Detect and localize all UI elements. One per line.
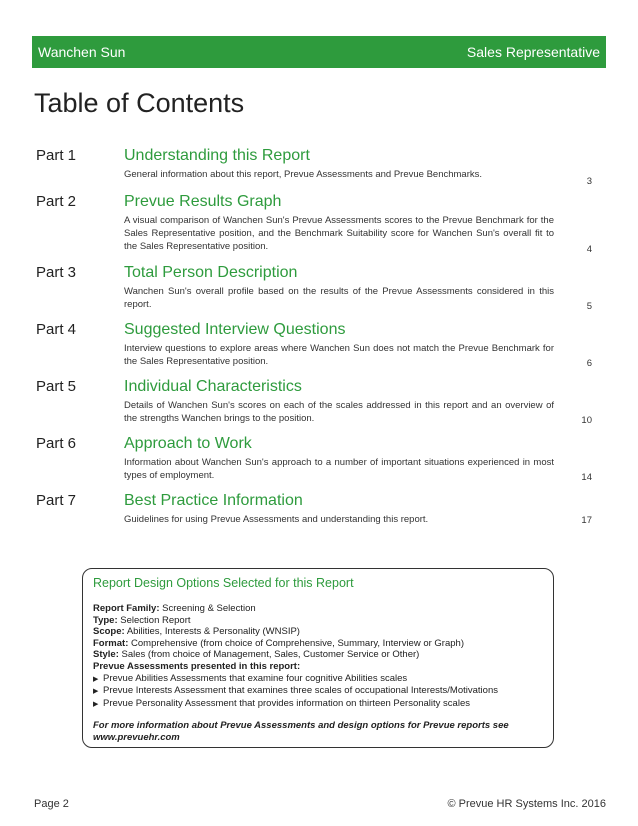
- page-footer: [34, 798, 606, 810]
- toc-description: Wanchen Sun's overall profile based on the results of the Prevue Assessments considered in this report.: [124, 286, 554, 310]
- list-item: [93, 698, 543, 711]
- toc-part-label: Part 4: [36, 321, 77, 338]
- toc-description: Interview questions to explore areas where Wanchen Sun does not match the Prevue Benchmark for the Sales Representative position.: [124, 343, 554, 367]
- page-number: Page 2: [34, 798, 69, 810]
- toc-heading: Prevue Results Graph: [124, 193, 282, 210]
- triangle-right-icon: ▶: [93, 688, 99, 696]
- list-item: [93, 673, 543, 686]
- toc-page-number: 14: [581, 472, 592, 483]
- report-scope-label: Scope:: [93, 626, 125, 638]
- toc-part-label: Part 7: [36, 492, 77, 509]
- bullet-text: Prevue Interests Assessment that examines three scales of occupational Interests/Motivations: [103, 685, 498, 697]
- bullet-text: Prevue Abilities Assessments that examine four cognitive Abilities scales: [103, 672, 408, 684]
- toc-part-label: Part 5: [36, 378, 77, 395]
- toc-description: Information about Wanchen Sun's approach to a number of important situations experienced in most types of employment.: [124, 457, 554, 481]
- candidate-name: Wanchen Sun: [38, 44, 126, 60]
- toc-description: Guidelines for using Prevue Assessments and understanding this report.: [124, 514, 429, 525]
- toc-entry-part-5: [36, 377, 592, 427]
- assessments-presented-label: Prevue Assessments presented in this report:: [93, 660, 301, 672]
- report-type-line: [93, 615, 543, 627]
- report-family-label: Report Family:: [93, 603, 160, 614]
- toc-part-label: Part 2: [36, 193, 77, 210]
- triangle-right-icon: ▶: [93, 700, 99, 708]
- toc-page-number: 17: [581, 515, 592, 526]
- toc-page-number: 4: [586, 244, 592, 255]
- toc-part-label: Part 3: [36, 264, 77, 281]
- toc-entry-part-7: [36, 491, 592, 527]
- copyright-notice: © Prevue HR Systems Inc. 2016: [447, 798, 606, 810]
- toc-entry-part-6: [36, 434, 592, 484]
- toc-part-label: Part 6: [36, 435, 77, 452]
- toc-entry-part-1: [36, 146, 592, 188]
- toc-entry-part-4: [36, 320, 592, 370]
- report-header-bar: [32, 36, 606, 68]
- toc-entry-part-2: [36, 192, 592, 256]
- toc-page-number: 5: [586, 301, 592, 312]
- toc-description: Details of Wanchen Sun's scores on each of the scales addressed in this report and an overview of the strengths Wanchen brings to the position.: [124, 400, 554, 424]
- toc-description: General information about this report, Prevue Assessments and Prevue Benchmarks.: [124, 169, 483, 180]
- toc-heading: Total Person Description: [124, 264, 298, 281]
- toc-entry-part-3: [36, 263, 592, 313]
- bullet-text: Prevue Personality Assessment that provides information on thirteen Personality scales: [103, 697, 470, 709]
- toc-page-number: 10: [581, 415, 592, 426]
- report-family-line: [93, 603, 543, 615]
- report-format-value: Comprehensive (from choice of Comprehensive, Summary, Interview or Graph): [131, 637, 464, 649]
- report-style-line: [93, 649, 543, 661]
- report-format-label: Format:: [93, 637, 129, 649]
- report-scope-line: [93, 626, 543, 638]
- report-style-label: Style:: [93, 649, 119, 661]
- options-title: Report Design Options Selected for this Report: [93, 576, 354, 590]
- list-item: [93, 685, 543, 698]
- report-format-line: [93, 638, 543, 650]
- table-of-contents: [36, 146, 592, 527]
- toc-heading: Suggested Interview Questions: [124, 321, 346, 338]
- more-info-note: For more information about Prevue Assessments and design options for Prevue reports see www.prevuehr.com: [93, 720, 509, 743]
- report-style-value: Sales (from choice of Management, Sales, Customer Service or Other): [121, 649, 420, 661]
- toc-page-number: 6: [586, 358, 592, 369]
- assessments-presented-heading: [93, 661, 543, 673]
- report-type-label: Type:: [93, 614, 118, 626]
- toc-heading: Individual Characteristics: [124, 378, 302, 395]
- report-type-value: Selection Report: [120, 614, 191, 626]
- toc-part-label: Part 1: [36, 147, 77, 164]
- toc-description: A visual comparison of Wanchen Sun's Prevue Assessments scores to the Prevue Benchmark for the Sales Representative position, and the Benchmark Suitability score for Wanchen Sun's overall fit to the Sales Representative position.: [124, 215, 554, 252]
- report-family-value: Screening & Selection: [162, 603, 256, 614]
- toc-heading: Understanding this Report: [124, 147, 310, 164]
- toc-heading: Approach to Work: [124, 435, 252, 452]
- position-name: Sales Representative: [466, 44, 600, 60]
- toc-heading: Best Practice Information: [124, 492, 303, 509]
- page-title: Table of Contents: [34, 88, 245, 118]
- triangle-right-icon: ▶: [93, 675, 99, 683]
- report-design-options-box: [82, 568, 554, 748]
- report-scope-value: Abilities, Interests & Personality (WNSIP): [126, 626, 300, 638]
- toc-page-number: 3: [586, 176, 592, 187]
